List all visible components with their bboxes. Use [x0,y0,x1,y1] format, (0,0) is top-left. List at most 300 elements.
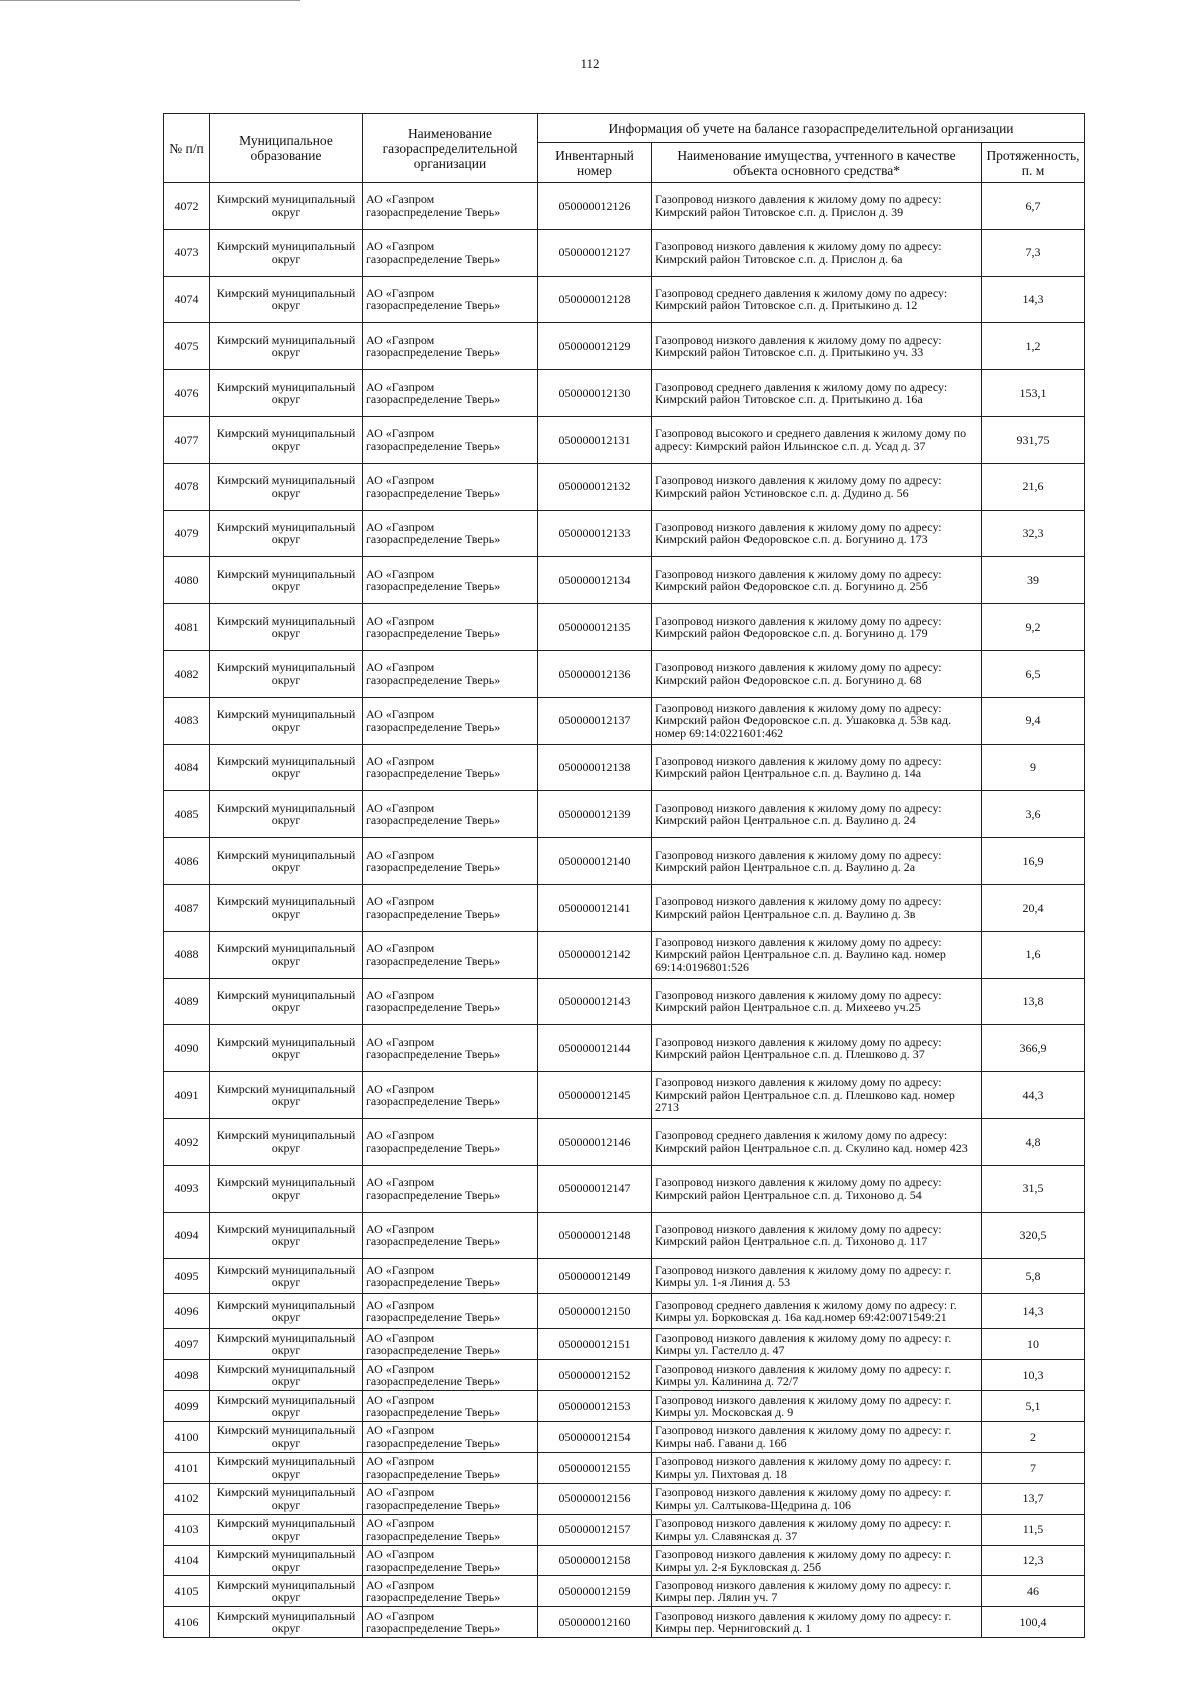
row-number: 4085 [164,791,210,838]
header-municipality: Муниципальное образование [210,114,363,183]
municipality-line-1: Кимрский муниципальный [216,1221,356,1236]
inventory-number: 050000012137 [538,697,652,744]
row-number: 4095 [164,1259,210,1294]
organization-line-1: АО «Газпром [366,1454,435,1469]
organization-line-2: газораспределение Тверь» [366,672,501,687]
asset-length: 13,8 [982,978,1085,1025]
asset-length: 5,1 [982,1391,1085,1422]
municipality-line-1: Кимрский муниципальный [216,1547,356,1561]
organization-line-1: АО «Газпром [366,426,435,441]
organization-line-2: газораспределение Тверь» [366,1590,501,1605]
organization-line-1: АО «Газпром [366,192,435,207]
row-number: 4098 [164,1360,210,1391]
asset-name: Газопровод низкого давления к жилому дому по адресу: г. Кимры ул. 2-я Букловская д. 25б [652,1545,982,1576]
organization-line-2: газораспределение Тверь» [366,345,501,360]
header-asset-name: Наименование имущества, учтенного в качестве объекта основного средства* [652,143,982,183]
organization-line-2: газораспределение Тверь» [366,1466,501,1481]
asset-length: 366,9 [982,1025,1085,1072]
table-row [164,370,1085,417]
inventory-number: 050000012139 [538,791,652,838]
municipality-line-1: Кимрский муниципальный [216,1081,356,1096]
row-number: 4078 [164,463,210,510]
municipality-line-1: Кимрский муниципальный [216,941,356,956]
organization-line-1: АО «Газпром [366,1608,435,1623]
municipality-line-1: Кимрский муниципальный [216,566,356,581]
municipality-line-1: Кимрский муниципальный [216,660,356,675]
asset-length: 20,4 [982,884,1085,931]
asset-length: 153,1 [982,370,1085,417]
inventory-number: 050000012141 [538,884,652,931]
table-row [164,1422,1085,1453]
row-number: 4093 [164,1165,210,1212]
municipality-line-2: округ [271,1559,301,1574]
organization-line-1: АО «Газпром [366,1423,435,1438]
asset-name: Газопровод низкого давления к жилому дому по адресу: Кимрский район Титовское с.п. д. Прислон д. 39 [652,183,982,230]
municipality-line-1: Кимрский муниципальный [216,379,356,394]
municipality-line-2: округ [271,532,301,547]
municipality-line-1: Кимрский муниципальный [216,1034,356,1049]
asset-name: Газопровод низкого давления к жилому дому по адресу: Кимрский район Центральное с.п. д. Ваулино кад. номер 69:14:0196801:526 [652,931,982,978]
row-number: 4106 [164,1607,210,1638]
organization-line-1: АО «Газпром [366,1330,435,1345]
asset-length: 32,3 [982,510,1085,557]
municipality-line-1: Кимрский муниципальный [216,800,356,815]
table-row [164,650,1085,697]
municipality-cell [210,1360,363,1391]
municipality-cell [210,1072,363,1119]
row-number: 4079 [164,510,210,557]
organization-line-1: АО «Газпром [366,1175,435,1190]
inventory-number: 050000012138 [538,744,652,791]
inventory-number: 050000012146 [538,1118,652,1165]
municipality-cell [210,931,363,978]
table-row [164,183,1085,230]
asset-name: Газопровод низкого давления к жилому дому по адресу: Кимрский район Центральное с.п. д. Тихоново д. 117 [652,1212,982,1259]
organization-line-2: газораспределение Тверь» [366,860,501,875]
row-number: 4077 [164,416,210,463]
inventory-number: 050000012128 [538,276,652,323]
asset-length: 2 [982,1422,1085,1453]
organization-line-2: газораспределение Тверь» [366,1405,501,1420]
municipality-line-1: Кимрский муниципальный [216,332,356,347]
organization-cell [363,1329,538,1360]
organization-line-1: АО «Газпром [366,1516,435,1531]
inventory-number: 050000012130 [538,370,652,417]
assets-table [163,113,1085,1638]
municipality-cell [210,744,363,791]
organization-line-2: газораспределение Тверь» [366,1234,501,1249]
municipality-line-2: округ [271,298,301,313]
organization-cell [363,697,538,744]
page-number: 112 [580,56,600,71]
inventory-number: 050000012133 [538,510,652,557]
municipality-cell [210,510,363,557]
organization-line-1: АО «Газпром [366,379,435,394]
header-info-group: Информация об учете на балансе газораспределительной организации [538,114,1085,143]
municipality-cell [210,416,363,463]
inventory-number: 050000012145 [538,1072,652,1119]
asset-name: Газопровод низкого давления к жилому дому по адресу: Кимрский район Федоровское с.п. д. Богунино д. 68 [652,650,982,697]
organization-cell [363,1483,538,1514]
inventory-number: 050000012148 [538,1212,652,1259]
municipality-line-2: округ [271,1234,301,1249]
municipality-line-1: Кимрский муниципальный [216,1361,356,1376]
organization-line-1: АО «Газпром [366,1262,435,1277]
municipality-cell [210,1212,363,1259]
municipality-line-2: округ [271,1497,301,1512]
asset-name: Газопровод среднего давления к жилому дому по адресу: Кимрский район Центральное с.п. д. Скулино кад. номер 423 [652,1118,982,1165]
municipality-line-2: округ [271,1187,301,1202]
table-row [164,229,1085,276]
table-row [164,838,1085,885]
table-row [164,1212,1085,1259]
organization-cell [363,1118,538,1165]
municipality-line-2: округ [271,1000,301,1015]
row-number: 4086 [164,838,210,885]
table-row [164,323,1085,370]
organization-line-1: АО «Газпром [366,1392,435,1407]
municipality-line-1: Кимрский муниципальный [216,473,356,488]
asset-name: Газопровод низкого давления к жилому дому по адресу: Кимрский район Федоровское с.п. д. Богунино д. 179 [652,604,982,651]
organization-line-1: АО «Газпром [366,1034,435,1049]
organization-cell [363,183,538,230]
table-row [164,744,1085,791]
organization-line-1: АО «Газпром [366,660,435,675]
municipality-line-2: округ [271,485,301,500]
asset-length: 12,3 [982,1545,1085,1576]
organization-line-1: АО «Газпром [366,1485,435,1500]
organization-line-2: газораспределение Тверь» [366,1528,501,1543]
organization-line-1: АО «Газпром [366,285,435,300]
inventory-number: 050000012127 [538,229,652,276]
inventory-number: 050000012135 [538,604,652,651]
organization-cell [363,744,538,791]
table-row [164,697,1085,744]
municipality-cell [210,1422,363,1453]
asset-name: Газопровод низкого давления к жилому дому по адресу: Кимрский район Центральное с.п. д. Тихоново д. 54 [652,1165,982,1212]
row-number: 4076 [164,370,210,417]
municipality-line-1: Кимрский муниципальный [216,847,356,862]
organization-cell [363,1452,538,1483]
asset-name: Газопровод низкого давления к жилому дому по адресу: Кимрский район Федоровское с.п. д. Богунино д. 173 [652,510,982,557]
asset-length: 6,5 [982,650,1085,697]
organization-cell [363,1165,538,1212]
row-number: 4096 [164,1294,210,1329]
organization-line-2: газораспределение Тверь» [366,1275,501,1290]
table-row [164,1483,1085,1514]
asset-length: 14,3 [982,1294,1085,1329]
table-row [164,1025,1085,1072]
asset-length: 7,3 [982,229,1085,276]
municipality-cell [210,791,363,838]
organization-line-2: газораспределение Тверь» [366,1559,501,1574]
municipality-line-2: округ [271,1621,301,1636]
organization-line-1: АО «Газпром [366,566,435,581]
municipality-line-2: округ [271,1528,301,1543]
municipality-cell [210,604,363,651]
municipality-line-2: округ [271,1310,301,1325]
municipality-line-1: Кимрский муниципальный [216,894,356,909]
asset-length: 39 [982,557,1085,604]
municipality-line-1: Кимрский муниципальный [216,1577,356,1592]
organization-line-2: газораспределение Тверь» [366,1047,501,1062]
organization-line-1: АО «Газпром [366,1221,435,1236]
municipality-line-1: Кимрский муниципальный [216,1423,356,1438]
organization-cell [363,838,538,885]
organization-line-1: АО «Газпром [366,519,435,534]
asset-name: Газопровод среднего давления к жилому дому по адресу: г. Кимры ул. Борковская д. 16а кад.номер 69:42:0071549:21 [652,1294,982,1329]
asset-length: 9,2 [982,604,1085,651]
municipality-line-2: округ [271,1047,301,1062]
table-row [164,463,1085,510]
organization-cell [363,1576,538,1607]
municipality-cell [210,1576,363,1607]
organization-line-2: газораспределение Тверь» [366,813,501,828]
municipality-line-1: Кимрский муниципальный [216,192,356,207]
organization-line-1: АО «Газпром [366,847,435,862]
asset-name: Газопровод низкого давления к жилому дому по адресу: Кимрский район Центральное с.п. д. Плешково д. 37 [652,1025,982,1072]
table-row [164,557,1085,604]
organization-line-2: газораспределение Тверь» [366,298,501,313]
row-number: 4088 [164,931,210,978]
inventory-number: 050000012147 [538,1165,652,1212]
header-length: Протяженность, п. м [982,143,1085,183]
table-row [164,416,1085,463]
organization-line-2: газораспределение Тверь» [366,1374,501,1389]
header-inventory: Инвентарный номер [538,143,652,183]
inventory-number: 050000012132 [538,463,652,510]
row-number: 4081 [164,604,210,651]
organization-cell [363,276,538,323]
table-row [164,791,1085,838]
asset-length: 31,5 [982,1165,1085,1212]
municipality-cell [210,884,363,931]
organization-cell [363,1607,538,1638]
inventory-number: 050000012129 [538,323,652,370]
inventory-number: 050000012142 [538,931,652,978]
inventory-number: 050000012126 [538,183,652,230]
inventory-number: 050000012160 [538,1607,652,1638]
row-number: 4104 [164,1545,210,1576]
table-row [164,978,1085,1025]
organization-cell [363,931,538,978]
organization-line-1: АО «Газпром [366,1577,435,1592]
organization-line-1: АО «Газпром [366,613,435,628]
asset-name: Газопровод низкого давления к жилому дому по адресу: г. Кимры ул. Московская д. 9 [652,1391,982,1422]
asset-length: 21,6 [982,463,1085,510]
municipality-line-2: округ [271,813,301,828]
organization-cell [363,1025,538,1072]
municipality-cell [210,276,363,323]
organization-cell [363,791,538,838]
organization-line-2: газораспределение Тверь» [366,719,501,734]
row-number: 4087 [164,884,210,931]
table-row [164,1329,1085,1360]
asset-length: 1,6 [982,931,1085,978]
organization-cell [363,650,538,697]
municipality-line-2: округ [271,906,301,921]
municipality-line-1: Кимрский муниципальный [216,1128,356,1143]
organization-line-1: АО «Газпром [366,332,435,347]
municipality-line-1: Кимрский муниципальный [216,1330,356,1345]
asset-name: Газопровод низкого давления к жилому дому по адресу: г. Кимры ул. Славянская д. 37 [652,1514,982,1545]
municipality-cell [210,1025,363,1072]
organization-line-2: газораспределение Тверь» [366,1343,501,1358]
asset-name: Газопровод среднего давления к жилому дому по адресу: Кимрский район Титовское с.п. д. Притыкино д. 12 [652,276,982,323]
asset-length: 6,7 [982,183,1085,230]
municipality-cell [210,650,363,697]
municipality-line-2: округ [271,392,301,407]
municipality-cell [210,1391,363,1422]
inventory-number: 050000012134 [538,557,652,604]
organization-line-2: газораспределение Тверь» [366,1000,501,1015]
organization-cell [363,1360,538,1391]
row-number: 4090 [164,1025,210,1072]
municipality-cell [210,323,363,370]
municipality-line-2: округ [271,579,301,594]
organization-line-2: газораспределение Тверь» [366,906,501,921]
inventory-number: 050000012159 [538,1576,652,1607]
table-row [164,1165,1085,1212]
municipality-line-1: Кимрский муниципальный [216,707,356,722]
organization-line-2: газораспределение Тверь» [366,766,501,781]
asset-name: Газопровод низкого давления к жилому дому по адресу: Кимрский район Центральное с.п. д. Ваулино д. 3в [652,884,982,931]
table-row [164,510,1085,557]
organization-line-2: газораспределение Тверь» [366,579,501,594]
municipality-cell [210,1514,363,1545]
asset-length: 9 [982,744,1085,791]
header-organization: Наименование газораспределительной организации [363,114,538,183]
table-row [164,1072,1085,1119]
table-row [164,1360,1085,1391]
inventory-number: 050000012140 [538,838,652,885]
organization-cell [363,1391,538,1422]
municipality-line-2: округ [271,1094,301,1109]
municipality-cell [210,1545,363,1576]
asset-name: Газопровод низкого давления к жилому дому по адресу: Кимрский район Центральное с.п. д. Плешково кад. номер 2713 [652,1072,982,1119]
municipality-cell [210,1452,363,1483]
inventory-number: 050000012131 [538,416,652,463]
inventory-number: 050000012151 [538,1329,652,1360]
asset-name: Газопровод низкого давления к жилому дому по адресу: Кимрский район Центральное с.п. д. Ваулино д. 24 [652,791,982,838]
asset-length: 4,8 [982,1118,1085,1165]
inventory-number: 050000012153 [538,1391,652,1422]
organization-line-2: газораспределение Тверь» [366,1187,501,1202]
row-number: 4092 [164,1118,210,1165]
asset-length: 320,5 [982,1212,1085,1259]
table-row [164,1294,1085,1329]
municipality-line-2: округ [271,1140,301,1155]
asset-length: 10,3 [982,1360,1085,1391]
asset-length: 931,75 [982,416,1085,463]
municipality-line-1: Кимрский муниципальный [216,753,356,768]
organization-cell [363,557,538,604]
asset-name: Газопровод низкого давления к жилому дому по адресу: Кимрский район Центральное с.п. д. Ваулино д. 14а [652,744,982,791]
asset-name: Газопровод низкого давления к жилому дому по адресу: Кимрский район Титовское с.п. д. Притыкино уч. 33 [652,323,982,370]
organization-line-2: газораспределение Тверь» [366,1140,501,1155]
municipality-cell [210,1607,363,1638]
asset-name: Газопровод низкого давления к жилому дому по адресу: г. Кимры ул. Калинина д. 72/7 [652,1360,982,1391]
row-number: 4073 [164,229,210,276]
asset-name: Газопровод низкого давления к жилому дому по адресу: Кимрский район Федоровское с.п. д. Богунино д. 25б [652,557,982,604]
municipality-cell [210,1329,363,1360]
municipality-line-2: округ [271,719,301,734]
row-number: 4102 [164,1483,210,1514]
municipality-line-1: Кимрский муниципальный [216,239,356,254]
row-number: 4075 [164,323,210,370]
organization-cell [363,978,538,1025]
asset-length: 9,4 [982,697,1085,744]
asset-length: 46 [982,1576,1085,1607]
inventory-number: 050000012136 [538,650,652,697]
municipality-line-2: округ [271,345,301,360]
row-number: 4080 [164,557,210,604]
organization-cell [363,1294,538,1329]
row-number: 4091 [164,1072,210,1119]
row-number: 4105 [164,1576,210,1607]
row-number: 4103 [164,1514,210,1545]
municipality-line-2: округ [271,766,301,781]
scan-edge-line [0,0,300,1]
organization-cell [363,1259,538,1294]
table-row [164,1545,1085,1576]
organization-line-1: АО «Газпром [366,1547,435,1561]
municipality-line-2: округ [271,672,301,687]
organization-line-2: газораспределение Тверь» [366,485,501,500]
asset-length: 10 [982,1329,1085,1360]
organization-line-1: АО «Газпром [366,1297,435,1312]
organization-line-2: газораспределение Тверь» [366,532,501,547]
municipality-cell [210,978,363,1025]
municipality-line-1: Кимрский муниципальный [216,1516,356,1531]
row-number: 4072 [164,183,210,230]
municipality-cell [210,1483,363,1514]
organization-line-1: АО «Газпром [366,1128,435,1143]
table-row [164,604,1085,651]
inventory-number: 050000012158 [538,1545,652,1576]
municipality-line-1: Кимрский муниципальный [216,987,356,1002]
municipality-line-1: Кимрский муниципальный [216,1262,356,1277]
organization-line-2: газораспределение Тверь» [366,438,501,453]
organization-cell [363,229,538,276]
table-row [164,884,1085,931]
table-row [164,1259,1085,1294]
organization-cell [363,1212,538,1259]
table-row [164,1118,1085,1165]
municipality-line-2: округ [271,438,301,453]
header-num: № п/п [164,114,210,183]
row-number: 4083 [164,697,210,744]
municipality-cell [210,1259,363,1294]
inventory-number: 050000012143 [538,978,652,1025]
table-row [164,931,1085,978]
municipality-line-2: округ [271,953,301,968]
asset-name: Газопровод низкого давления к жилому дому по адресу: г. Кимры ул. Салтыкова-Щедрина д. 106 [652,1483,982,1514]
municipality-line-2: округ [271,251,301,266]
organization-line-1: АО «Газпром [366,941,435,956]
asset-name: Газопровод низкого давления к жилому дому по адресу: Кимрский район Федоровское с.п. д. Ушаковка д. 53в кад. номер 69:14:0221601:462 [652,697,982,744]
table-row [164,1576,1085,1607]
row-number: 4094 [164,1212,210,1259]
organization-line-1: АО «Газпром [366,753,435,768]
municipality-line-1: Кимрский муниципальный [216,613,356,628]
assets-table-container [163,113,1085,1638]
organization-line-2: газораспределение Тверь» [366,1497,501,1512]
inventory-number: 050000012157 [538,1514,652,1545]
organization-line-2: газораспределение Тверь» [366,1310,501,1325]
municipality-line-2: округ [271,1435,301,1450]
municipality-cell [210,463,363,510]
